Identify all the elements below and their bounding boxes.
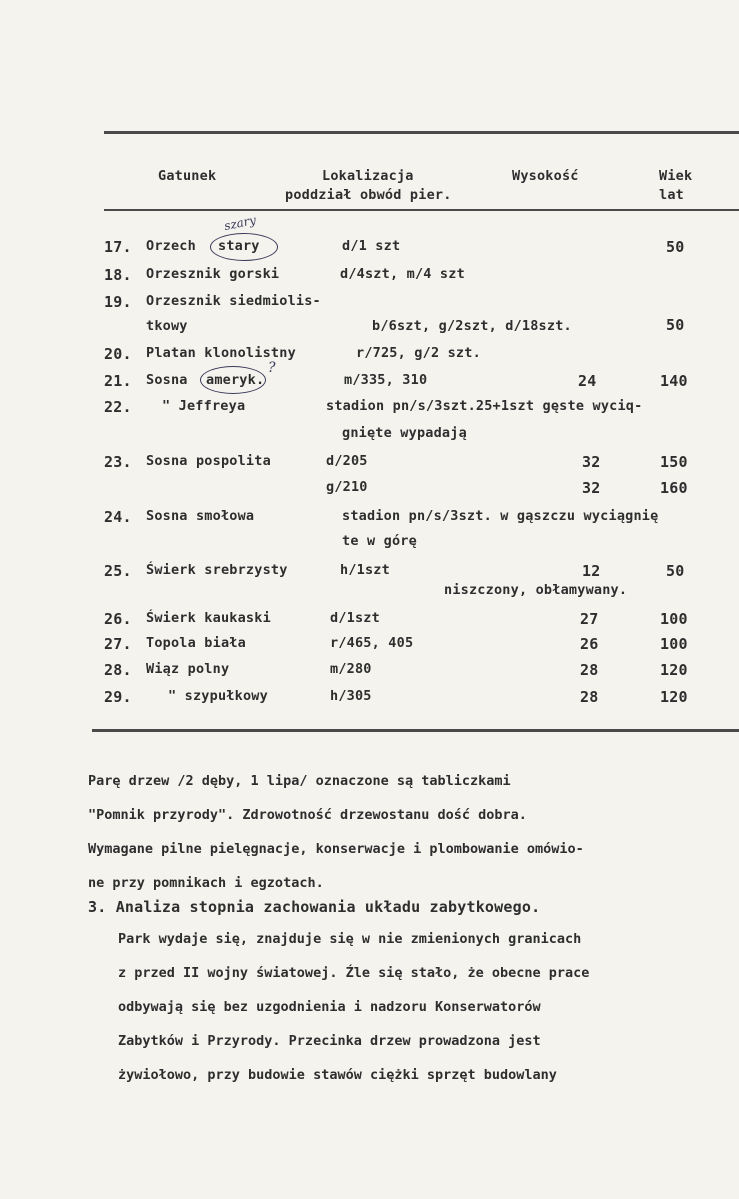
row-height: 27 [580,610,599,628]
row-note: niszczony, obłamywany. [444,582,628,598]
row-height: 28 [580,688,599,706]
row-location: g/210 [326,479,368,495]
row-age: 100 [660,635,688,653]
header-height: Wysokość [512,168,579,184]
header-location-sub: poddział obwód pier. [285,187,452,203]
row-height: 32 [582,453,601,471]
row-location: m/280 [330,661,372,677]
row-species: Topola biała [146,635,246,651]
row-species-cont: tkowy [146,318,188,334]
row-height: 26 [580,635,599,653]
row-location: b/6szt, g/2szt, d/18szt. [372,318,572,334]
paragraph-line: ne przy pomnikach i egzotach. [88,875,324,891]
row-age: 140 [660,372,688,390]
row-num: 18. [104,266,132,284]
header-location: Lokalizacja [322,168,414,184]
row-num: 27. [104,635,132,653]
row-species: Świerk kaukaski [146,610,271,626]
paragraph-line: odbywają się bez uzgodnienia i nadzoru Konserwatorów [118,999,541,1015]
header-age: Wiek [659,168,693,184]
row-species: Orzech [146,238,196,254]
row-location-cont: te w górę [342,533,417,549]
row-location: h/305 [330,688,372,704]
paragraph-line: z przed II wojny światowej. Źle się stało, że obecne prace [118,965,590,981]
paragraph-line: Park wydaje się, znajduje się w nie zmienionych granicach [118,931,582,947]
section-body [118,922,738,1092]
row-num: 19. [104,293,132,311]
section-heading: 3. Analiza stopnia zachowania układu zabytkowego. [88,898,541,916]
row-species: Orzesznik gorski [146,266,280,282]
row-location: d/1 szt [342,238,401,254]
row-species: " Jeffreya [162,398,246,414]
row-species-qualifier: ameryk. [206,372,265,388]
paragraph-line: Wymagane pilne pielęgnacje, konserwacje i plombowanie omówio- [88,841,584,857]
row-location: d/1szt [330,610,380,626]
row-num: 23. [104,453,132,471]
table-top-rule [104,131,739,134]
row-age: 50 [666,562,685,580]
row-age: 120 [660,661,688,679]
row-num: 22. [104,398,132,416]
row-location: d/4szt, m/4 szt [340,266,465,282]
row-species: Świerk srebrzysty [146,562,288,578]
paragraph-line: Zabytków i Przyrody. Przecinka drzew prowadzona jest [118,1033,541,1049]
handwritten-circle [210,233,278,261]
paragraph [88,764,739,900]
header-species: Gatunek [158,168,217,184]
row-age: 50 [666,238,685,256]
row-num: 26. [104,610,132,628]
row-location: r/465, 405 [330,635,414,651]
row-location: m/335, 310 [344,372,428,388]
row-height: 32 [582,479,601,497]
row-num: 28. [104,661,132,679]
row-num: 20. [104,345,132,363]
row-species: Sosna [146,372,188,388]
handwritten-annotation: szary [222,212,258,234]
row-num: 21. [104,372,132,390]
paragraph-line: "Pomnik przyrody". Zdrowotność drzewostanu dość dobra. [88,807,527,823]
row-species: Sosna pospolita [146,453,271,469]
row-species: Wiąz polny [146,661,230,677]
table-bottom-rule [92,729,739,732]
row-location: h/1szt [340,562,390,578]
row-height: 28 [580,661,599,679]
row-location: d/205 [326,453,368,469]
row-species: Platan klonolistny [146,345,296,361]
row-num: 29. [104,688,132,706]
paragraph-line: żywiołowo, przy budowie stawów ciężki sprzęt budowlany [118,1067,557,1083]
row-num: 17. [104,238,132,256]
row-age: 150 [660,453,688,471]
row-species: Orzesznik siedmiolis- [146,293,321,309]
row-location-cont: gnięte wypadają [342,425,467,441]
row-age: 160 [660,479,688,497]
row-height: 12 [582,562,601,580]
row-height: 24 [578,372,597,390]
header-age-unit: lat [659,187,684,203]
row-age: 100 [660,610,688,628]
row-species-qualifier: stary [218,238,260,254]
paragraph-line: Parę drzew /2 dęby, 1 lipa/ oznaczone są tabliczkami [88,773,511,789]
row-num: 24. [104,508,132,526]
header-rule [104,209,739,211]
row-species: " szypułkowy [168,688,268,704]
row-location: stadion pn/s/3szt. w gąszczu wyciągnię [342,508,659,524]
row-location: stadion pn/s/3szt.25+1szt gęste wyciq- [326,398,643,414]
row-species: Sosna smołowa [146,508,255,524]
row-age: 120 [660,688,688,706]
handwritten-annotation: ? [268,360,276,376]
row-age: 50 [666,316,685,334]
row-location: r/725, g/2 szt. [356,345,481,361]
handwritten-circle [200,366,266,394]
row-num: 25. [104,562,132,580]
